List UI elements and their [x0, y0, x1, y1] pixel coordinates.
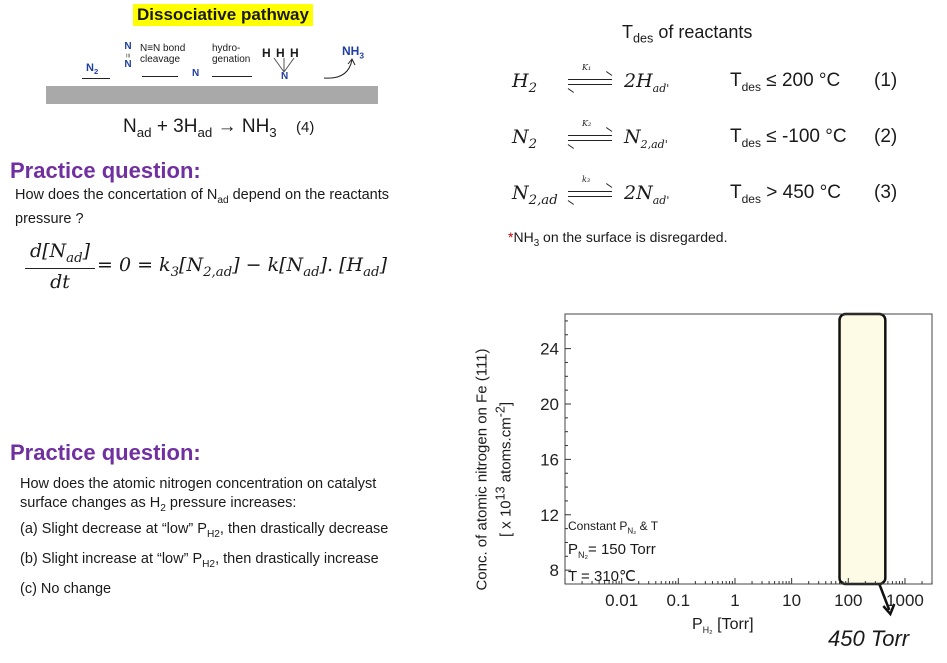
tdes-reaction-row [512, 174, 932, 212]
chart-legend: Constant $P_{N_2}$ & T $P_{N_2}= 150$ Torr T = 310℃ [568, 519, 659, 586]
dissociative-pathway-title: Dissociative pathway [133, 4, 313, 26]
reaction-number: (2) [874, 126, 898, 147]
answer-option-a[interactable]: (a) Slight decrease at “low” $P_{H2}$, then drastically decrease [20, 521, 389, 540]
y-tick-label: 16 [540, 450, 559, 470]
pathway-diagram [46, 40, 378, 106]
x-tick-label: 1000 [886, 591, 924, 610]
bond-cleavage-label: N≡N bond cleavage [140, 43, 186, 65]
x-tick-label: 10 [782, 591, 802, 610]
x-tick-label: 100 [834, 591, 863, 610]
tdes-condition: $T_{des} \le 200$ °C [730, 70, 841, 94]
chart [470, 300, 940, 658]
y-tick-label: 8 [549, 561, 559, 581]
rate-fraction: $d[N_{ad}]$ dt [25, 240, 95, 293]
reaction-rhs: $N_{2,ad'}$ [624, 126, 668, 151]
n2-molecule: N ≡ N [123, 41, 133, 70]
practice-question-2-text: How does the atomic nitrogen concentration on catalyst surface changes as $H_2$ pressure increases: [20, 476, 377, 514]
n2-arrow [82, 78, 110, 79]
practice-question-1-text: How does the concertation of $N_{ad}$ depend on the reactants pressure ? [15, 187, 390, 227]
reaction-lhs: $H_2$ [512, 70, 538, 96]
tdes-condition: $T_{des} > 450$ °C [730, 182, 841, 206]
chart-xlabel: $P_{H_2}$ [Torr] [692, 616, 754, 636]
x-tick-label: 1 [730, 591, 740, 610]
reaction-4: $N_{ad} + 3H_{ad} \to NH_3$ (4) [123, 116, 315, 140]
n-center-atom: N [281, 71, 289, 82]
rate-rhs: = $0 = k_3[N_{2,ad}] - k[N_{ad}]$. $[H_{ad}]$ [97, 254, 387, 280]
tdes-condition: $T_{des} \le -100$ °C [730, 126, 847, 150]
cleavage-arrow [142, 76, 178, 77]
n2-incoming-label: $N_2$ [86, 62, 99, 77]
reaction-number: (1) [874, 70, 898, 91]
equilibrium-arrow-icon: k₃ [568, 184, 612, 206]
n-single-atom: N [192, 68, 200, 79]
reaction-lhs: $N_{2,ad}$ [512, 182, 558, 208]
answer-option-b[interactable]: (b) Slight increase at “low” $P_{H2}$, then drastically increase [20, 551, 379, 570]
tdes-reaction-row [512, 118, 932, 156]
desorption-arrow-icon [322, 58, 358, 85]
catalyst-surface [46, 86, 378, 104]
chart-annotation-450-torr: 450 Torr [828, 626, 910, 651]
y-tick-label: 12 [540, 505, 559, 525]
tdes-title: $T_{des}$ of reactants [622, 22, 753, 46]
x-tick-label: 0.1 [666, 591, 691, 610]
equilibrium-arrow-icon: K₂ [568, 128, 612, 150]
chart-svg [470, 300, 940, 658]
chart-ylabel: Conc. of atomic nitrogen on Fe (111) [ x $10^{13}$ $atoms.cm^{-2}$] [473, 348, 515, 591]
practice-question-1-heading: Practice question: [10, 158, 201, 183]
reaction-number: (3) [874, 182, 898, 203]
highlight-band [840, 314, 886, 584]
nh3-label: $NH_3$ [342, 44, 365, 61]
hydrogenation-label: hydro- genation [212, 43, 251, 65]
reaction-rhs: $2N_{ad'}$ [624, 182, 670, 207]
equilibrium-arrow-icon: K₁ [568, 72, 612, 94]
footnote: $*NH_3$ on the surface is disregarded. [508, 229, 728, 249]
h-atoms-label: H H H [262, 46, 300, 60]
practice-question-2-heading: Practice question: [10, 440, 201, 465]
y-tick-label: 20 [540, 395, 559, 414]
reaction-lhs: $N_2$ [512, 126, 538, 152]
hydrogenation-arrow [212, 76, 252, 77]
y-tick-label: 24 [540, 339, 559, 359]
answer-option-c[interactable]: (c) No change [20, 581, 112, 597]
reaction-rhs: $2H_{ad'}$ [624, 70, 670, 95]
x-tick-label: 0.01 [605, 591, 639, 610]
tdes-reaction-row [512, 62, 932, 100]
